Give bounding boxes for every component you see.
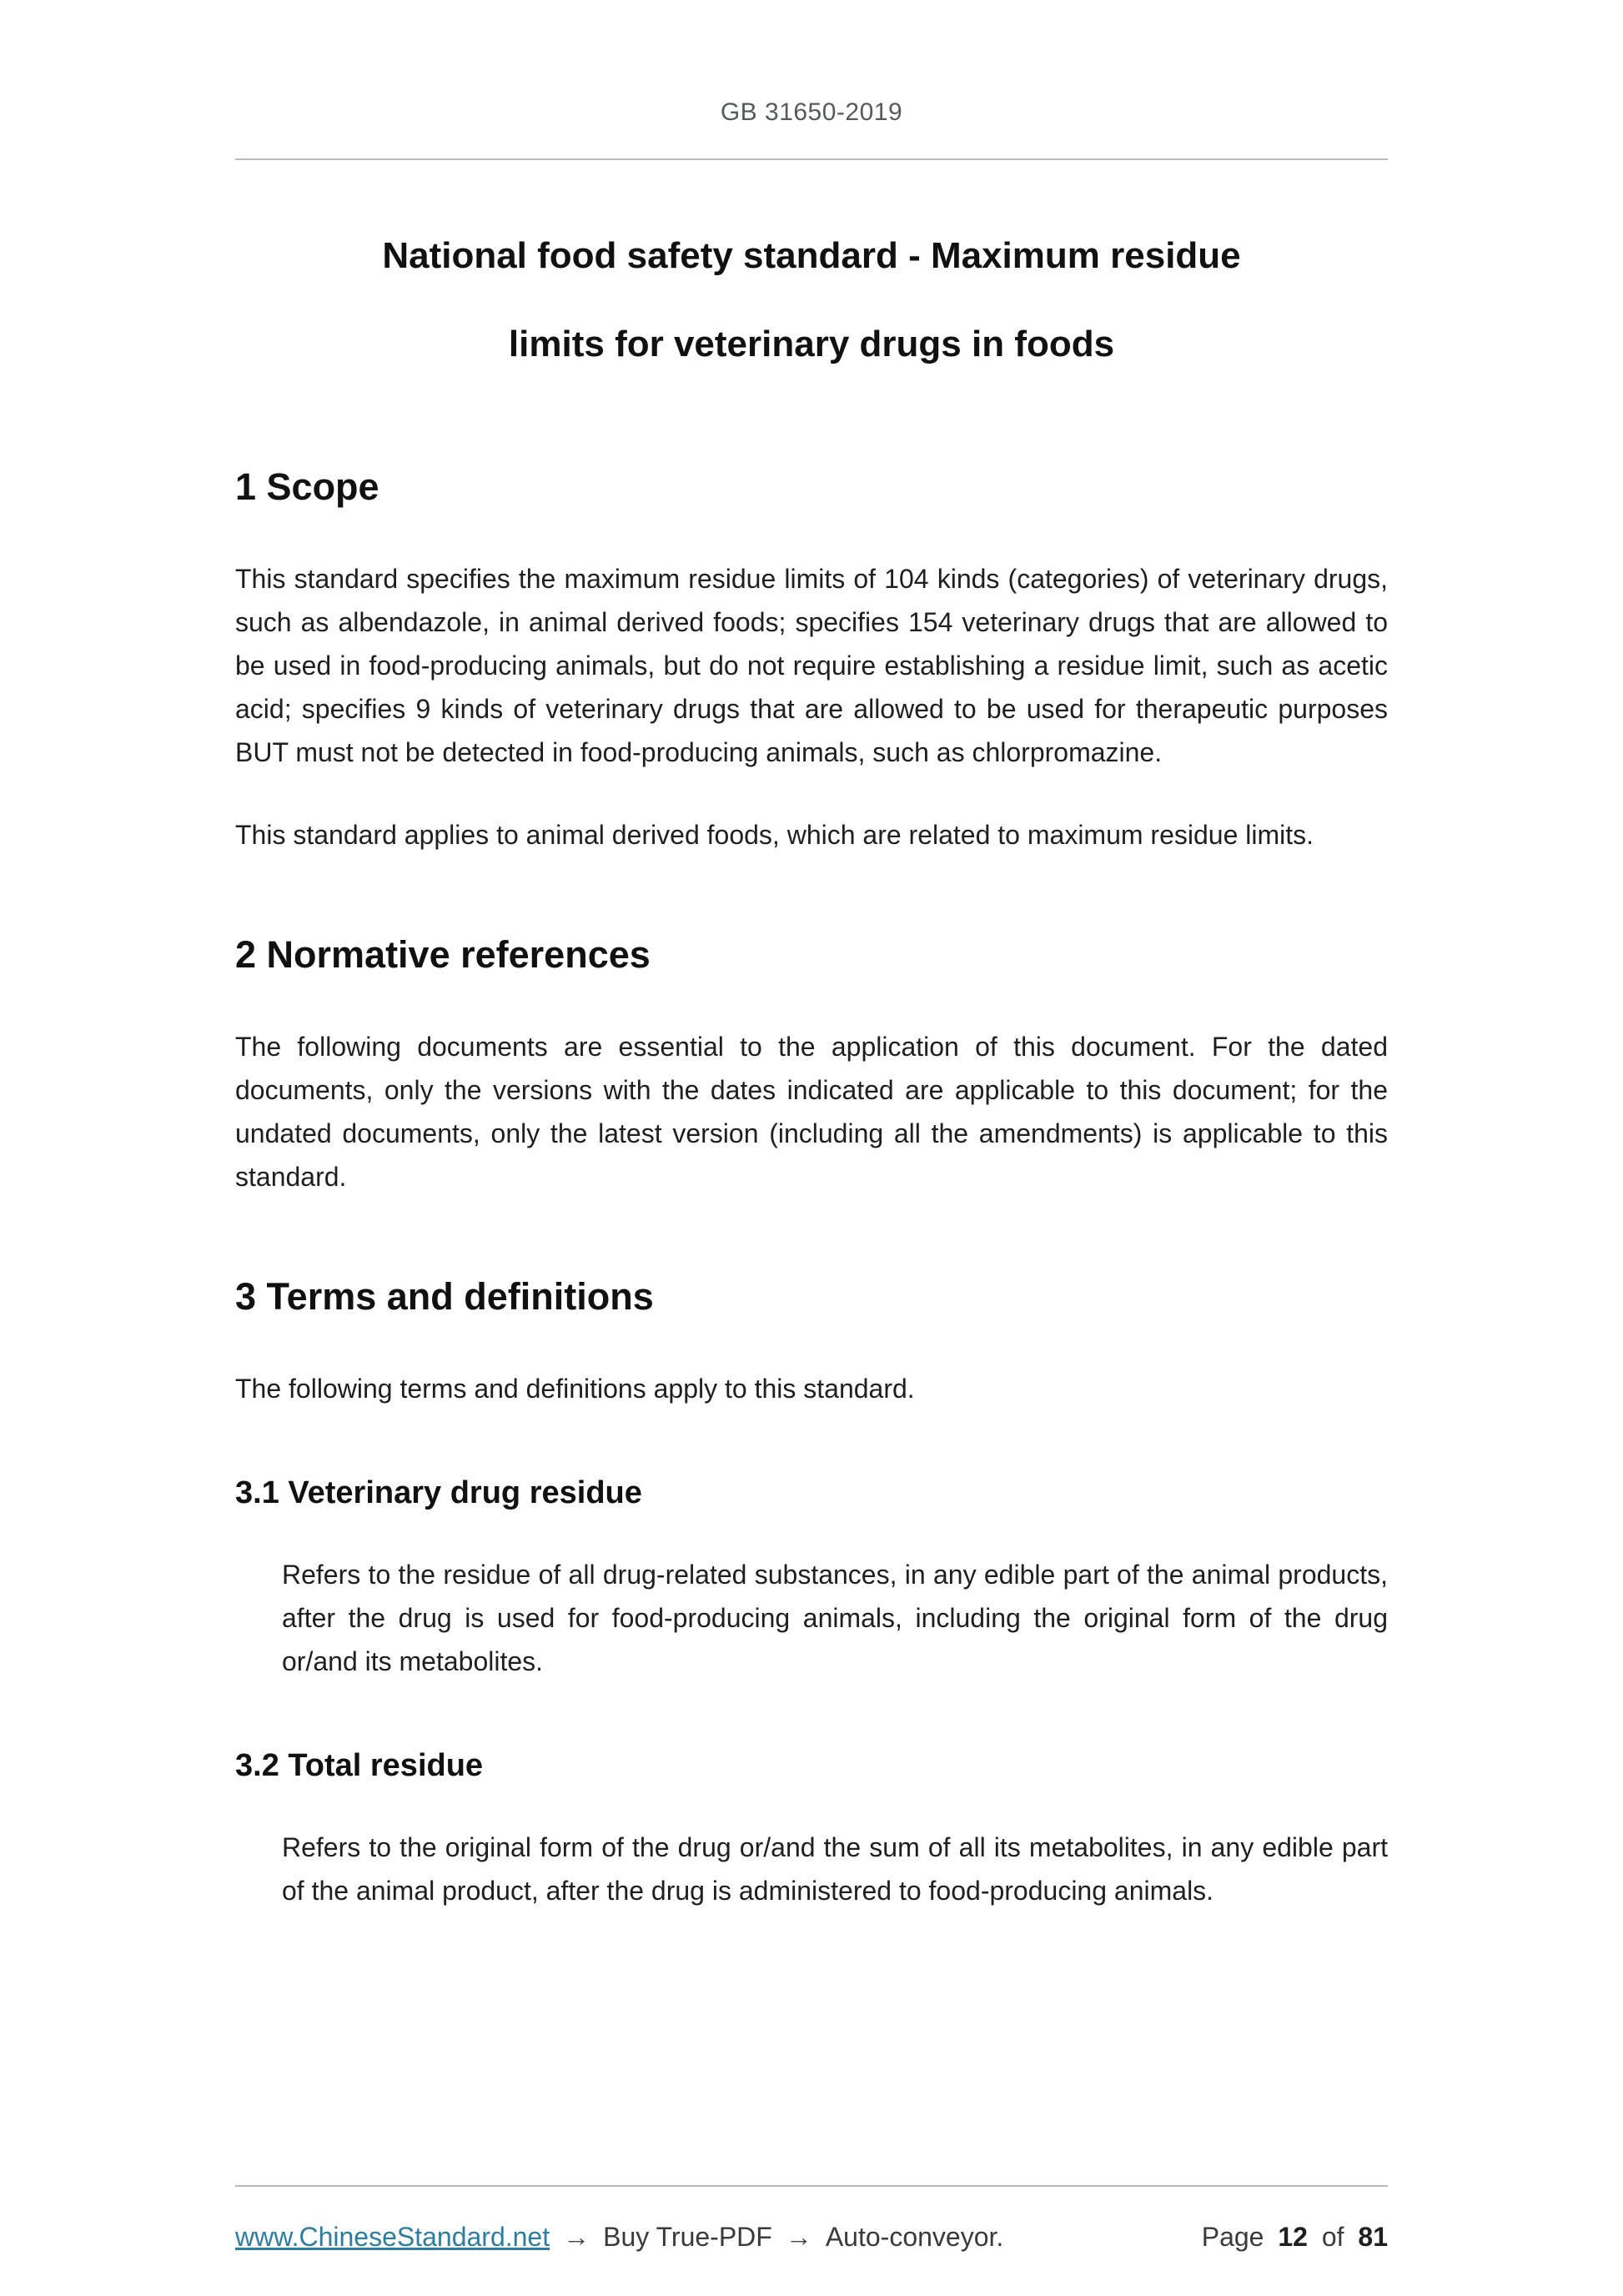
page-indicator	[1202, 2222, 1388, 2253]
footer-row	[235, 2222, 1388, 2253]
footer-left	[235, 2222, 1003, 2253]
paragraph-scope-2: This standard applies to animal derived foods, which are related to maximum residue limits.	[235, 820, 1314, 850]
page-total: 81	[1358, 2222, 1388, 2252]
subsection-heading-veterinary-drug-residue: 3.1 Veterinary drug residue	[235, 1475, 642, 1510]
of-word: of	[1321, 2222, 1344, 2252]
header-rule	[235, 158, 1388, 160]
footer-auto-conveyor: Auto-conveyor.	[825, 2222, 1004, 2252]
paragraph-veterinary-drug-residue: Refers to the residue of all drug-related substances, in any edible part of the animal products, after the drug is used for food-producing animals, including the original form of the drug or/and its metabolites.	[282, 1560, 1388, 1676]
arrow-right-icon: →	[785, 2222, 812, 2252]
footer-rule	[235, 2185, 1388, 2187]
paragraph-total-residue: Refers to the original form of the drug or/and the sum of all its metabolites, in any edible part of the animal product, after the drug is administered to food-producing animals.	[282, 1832, 1388, 1906]
page-current: 12	[1278, 2222, 1308, 2252]
page-footer	[235, 2185, 1388, 2253]
doc-number: GB 31650-2019	[720, 98, 903, 126]
document-title	[235, 212, 1388, 389]
document-title-line2: limits for veterinary drugs in foods	[508, 324, 1115, 364]
footer-buy-true-pdf: Buy True-PDF	[603, 2222, 772, 2252]
page-word: Page	[1201, 2222, 1264, 2252]
subsection-heading-total-residue: 3.2 Total residue	[235, 1748, 484, 1783]
paragraph-scope-1: This standard specifies the maximum residue limits of 104 kinds (categories) of veterinary drugs, such as albendazole, in animal derived foods; specifies 154 veterinary drugs that are allowed to be used in food-producing animals, but do not require establishing a residue limit, such as acetic acid; specifies 9 kinds of veterinary drugs that are allowed to be used for therapeutic purposes BUT must not be detected in food-producing animals, such as chlorpromazine.	[235, 564, 1388, 767]
footer-link[interactable]: www.ChineseStandard.net	[235, 2222, 550, 2252]
section-heading-scope: 1 Scope	[235, 465, 379, 508]
paragraph-terms-definitions: The following terms and definitions apply to this standard.	[235, 1374, 915, 1404]
paragraph-normative-references: The following documents are essential to the application of this document. For the dated documents, only the versions with the dates indicated are applicable to this document; for the undated documents, only the latest version (including all the amendments) is applicable to this standard.	[235, 1032, 1388, 1192]
arrow-right-icon: →	[563, 2222, 590, 2252]
section-heading-terms-definitions: 3 Terms and definitions	[235, 1275, 654, 1318]
document-title-line1: National food safety standard - Maximum residue	[382, 235, 1241, 276]
section-heading-normative-references: 2 Normative references	[235, 933, 651, 976]
